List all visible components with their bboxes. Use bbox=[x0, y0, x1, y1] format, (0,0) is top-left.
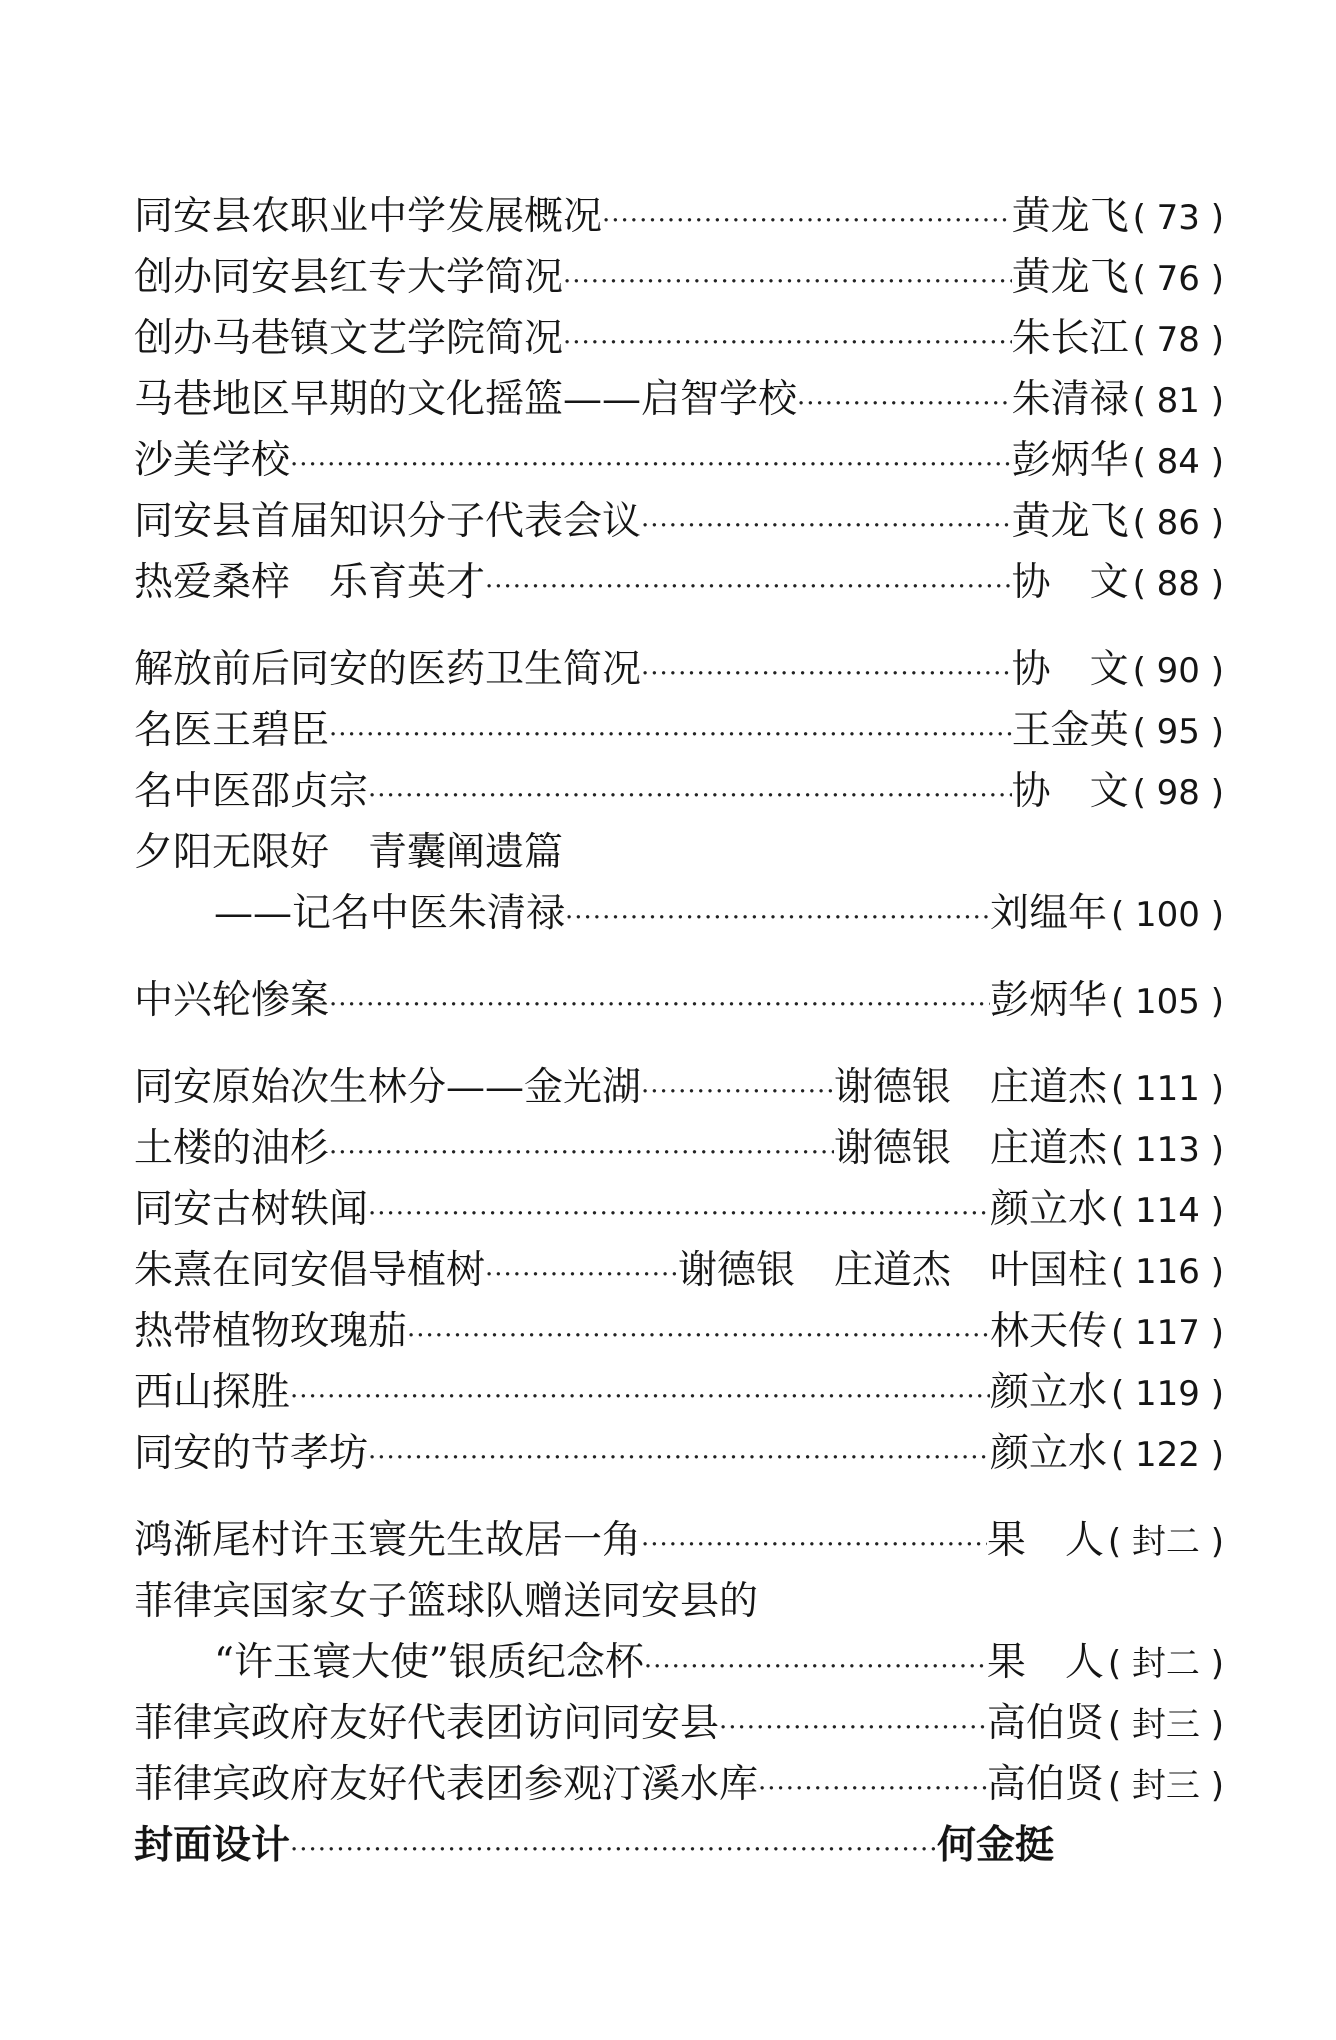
dot-leader bbox=[329, 1123, 834, 1184]
toc-entry bbox=[134, 430, 1224, 491]
entry-page: ( 98 ) bbox=[1132, 773, 1224, 813]
toc-entry bbox=[134, 1240, 1224, 1301]
dot-leader bbox=[563, 252, 1012, 313]
entry-title: 夕阳无限好 青囊阐遗篇 bbox=[134, 830, 564, 875]
entry-subtitle: “许玉寰大使”银质纪念杯 bbox=[214, 1640, 644, 1685]
entry-author: 朱清禄 bbox=[1011, 377, 1129, 422]
toc-entry bbox=[134, 639, 1224, 700]
dot-leader bbox=[329, 705, 1012, 766]
entry-page: ( 73 ) bbox=[1132, 198, 1224, 238]
entry-title: 同安县首届知识分子代表会议 bbox=[134, 499, 642, 544]
toc-entry bbox=[134, 369, 1224, 430]
entry-title: 创办同安县红专大学简况 bbox=[134, 255, 564, 300]
entry-author: 黄龙飞 bbox=[1011, 255, 1129, 300]
dot-leader bbox=[290, 435, 1012, 496]
toc-entry bbox=[134, 1693, 1224, 1754]
dot-leader bbox=[368, 766, 1012, 827]
dot-leader bbox=[644, 1637, 987, 1698]
entry-page: ( 封三 ) bbox=[1107, 1766, 1224, 1806]
entry-author: 朱长江 bbox=[1011, 316, 1129, 361]
entry-title: 菲律宾国家女子篮球队赠送同安县的 bbox=[134, 1579, 759, 1624]
entry-title: 同安古树轶闻 bbox=[134, 1187, 369, 1232]
entry-title: 热带植物玫瑰茄 bbox=[134, 1309, 408, 1354]
entry-page: ( 111 ) bbox=[1110, 1069, 1224, 1109]
entry-author: 黄龙飞 bbox=[1011, 499, 1129, 544]
entry-page: ( 84 ) bbox=[1132, 442, 1224, 482]
dot-leader bbox=[329, 975, 990, 1036]
toc-entry bbox=[134, 1118, 1224, 1179]
dot-leader bbox=[565, 888, 990, 949]
entry-author: 何金挺 bbox=[936, 1822, 1054, 1868]
entry-title: 鸿渐尾村许玉寰先生故居一角 bbox=[134, 1518, 642, 1563]
entry-page: ( 100 ) bbox=[1110, 895, 1224, 935]
entry-author: 高伯贤 bbox=[986, 1762, 1104, 1807]
entry-page: ( 封二 ) bbox=[1107, 1644, 1224, 1684]
entry-title: 名医王碧臣 bbox=[134, 708, 330, 753]
toc-entry bbox=[134, 970, 1224, 1031]
dot-leader bbox=[290, 1367, 990, 1428]
dot-leader bbox=[368, 1184, 990, 1245]
entry-author: 果 人 bbox=[986, 1518, 1104, 1563]
entry-title: 名中医邵贞宗 bbox=[134, 769, 369, 814]
toc-entry bbox=[134, 1423, 1224, 1484]
entry-page: ( 86 ) bbox=[1132, 503, 1224, 543]
entry-title: 沙美学校 bbox=[134, 438, 291, 483]
entry-author: 刘缊年 bbox=[989, 891, 1107, 936]
entry-page: ( 封二 ) bbox=[1107, 1522, 1224, 1562]
dot-leader bbox=[797, 374, 1012, 435]
dot-leader bbox=[758, 1759, 987, 1820]
toc-entry bbox=[134, 1571, 1224, 1632]
entry-title: 同安县农职业中学发展概况 bbox=[134, 194, 603, 239]
dot-leader bbox=[290, 1820, 937, 1881]
toc-entry bbox=[134, 1632, 1224, 1693]
toc-entry bbox=[134, 1510, 1224, 1571]
entry-title: 中兴轮惨案 bbox=[134, 978, 330, 1023]
entry-page: ( 78 ) bbox=[1132, 320, 1224, 360]
entry-page: ( 81 ) bbox=[1132, 381, 1224, 421]
entry-page: ( 90 ) bbox=[1132, 651, 1224, 691]
dot-leader bbox=[602, 191, 1012, 252]
toc-entry bbox=[134, 700, 1224, 761]
entry-author: 林天传 bbox=[989, 1309, 1107, 1354]
dot-leader bbox=[407, 1306, 990, 1367]
entry-author: 颜立水 bbox=[989, 1431, 1107, 1476]
entry-author: 果 人 bbox=[986, 1640, 1104, 1685]
entry-author: 颜立水 bbox=[989, 1370, 1107, 1415]
table-of-contents bbox=[134, 186, 1224, 1876]
entry-title: 朱熹在同安倡导植树 bbox=[134, 1248, 486, 1293]
entry-page: ( 105 ) bbox=[1110, 982, 1224, 1022]
entry-title: 解放前后同安的医药卫生简况 bbox=[134, 647, 642, 692]
entry-subtitle: ——记名中医朱清禄 bbox=[214, 891, 566, 936]
entry-author: 协 文 bbox=[1011, 769, 1129, 814]
toc-entry bbox=[134, 491, 1224, 552]
toc-entry bbox=[134, 247, 1224, 308]
entry-page: ( 封三 ) bbox=[1107, 1705, 1224, 1745]
entry-page: ( 76 ) bbox=[1132, 259, 1224, 299]
entry-author: 谢德银 庄道杰 bbox=[833, 1065, 1107, 1110]
toc-entry bbox=[134, 1057, 1224, 1118]
dot-leader bbox=[641, 1515, 987, 1576]
entry-page: ( 116 ) bbox=[1110, 1252, 1224, 1292]
entry-title: 西山探胜 bbox=[134, 1370, 291, 1415]
entry-author: 颜立水 bbox=[989, 1187, 1107, 1232]
toc-entry bbox=[134, 1301, 1224, 1362]
entry-page: ( 95 ) bbox=[1132, 712, 1224, 752]
entry-title: 土楼的油杉 bbox=[134, 1126, 330, 1171]
entry-author: 高伯贤 bbox=[986, 1701, 1104, 1746]
entry-author: 彭炳华 bbox=[1011, 438, 1129, 483]
toc-entry bbox=[134, 1754, 1224, 1815]
toc-entry bbox=[134, 1362, 1224, 1423]
entry-author: 黄龙飞 bbox=[1011, 194, 1129, 239]
entry-title: 同安原始次生林分——金光湖 bbox=[134, 1065, 642, 1110]
entry-title: 封面设计 bbox=[134, 1822, 291, 1868]
entry-page: ( 119 ) bbox=[1110, 1374, 1224, 1414]
toc-entry bbox=[134, 186, 1224, 247]
entry-title: 同安的节孝坊 bbox=[134, 1431, 369, 1476]
entry-page: ( 122 ) bbox=[1110, 1435, 1224, 1475]
dot-leader bbox=[563, 313, 1012, 374]
dot-leader bbox=[641, 644, 1012, 705]
entry-author: 谢德银 庄道杰 叶国柱 bbox=[677, 1248, 1107, 1293]
dot-leader bbox=[485, 1245, 678, 1306]
toc-entry bbox=[134, 1179, 1224, 1240]
entry-author: 王金英 bbox=[1011, 708, 1129, 753]
entry-title: 热爱桑梓 乐育英才 bbox=[134, 560, 486, 605]
toc-entry bbox=[134, 761, 1224, 822]
dot-leader bbox=[641, 1062, 834, 1123]
entry-author: 彭炳华 bbox=[989, 978, 1107, 1023]
toc-entry bbox=[134, 1815, 1054, 1876]
entry-title: 马巷地区早期的文化摇篮——启智学校 bbox=[134, 377, 798, 422]
toc-entry bbox=[134, 822, 1224, 883]
entry-title: 菲律宾政府友好代表团参观汀溪水库 bbox=[134, 1762, 759, 1807]
dot-leader bbox=[368, 1428, 990, 1489]
entry-title: 创办马巷镇文艺学院简况 bbox=[134, 316, 564, 361]
entry-title: 菲律宾政府友好代表团访问同安县 bbox=[134, 1701, 720, 1746]
entry-page: ( 114 ) bbox=[1110, 1191, 1224, 1231]
entry-page: ( 117 ) bbox=[1110, 1313, 1224, 1353]
dot-leader bbox=[485, 557, 1012, 618]
entry-author: 协 文 bbox=[1011, 647, 1129, 692]
entry-page: ( 88 ) bbox=[1132, 564, 1224, 604]
toc-entry bbox=[134, 552, 1224, 613]
dot-leader bbox=[641, 496, 1012, 557]
entry-author: 协 文 bbox=[1011, 560, 1129, 605]
entry-page: ( 113 ) bbox=[1110, 1130, 1224, 1170]
toc-entry bbox=[134, 883, 1224, 944]
toc-entry bbox=[134, 308, 1224, 369]
entry-author: 谢德银 庄道杰 bbox=[833, 1126, 1107, 1171]
dot-leader bbox=[719, 1698, 987, 1759]
